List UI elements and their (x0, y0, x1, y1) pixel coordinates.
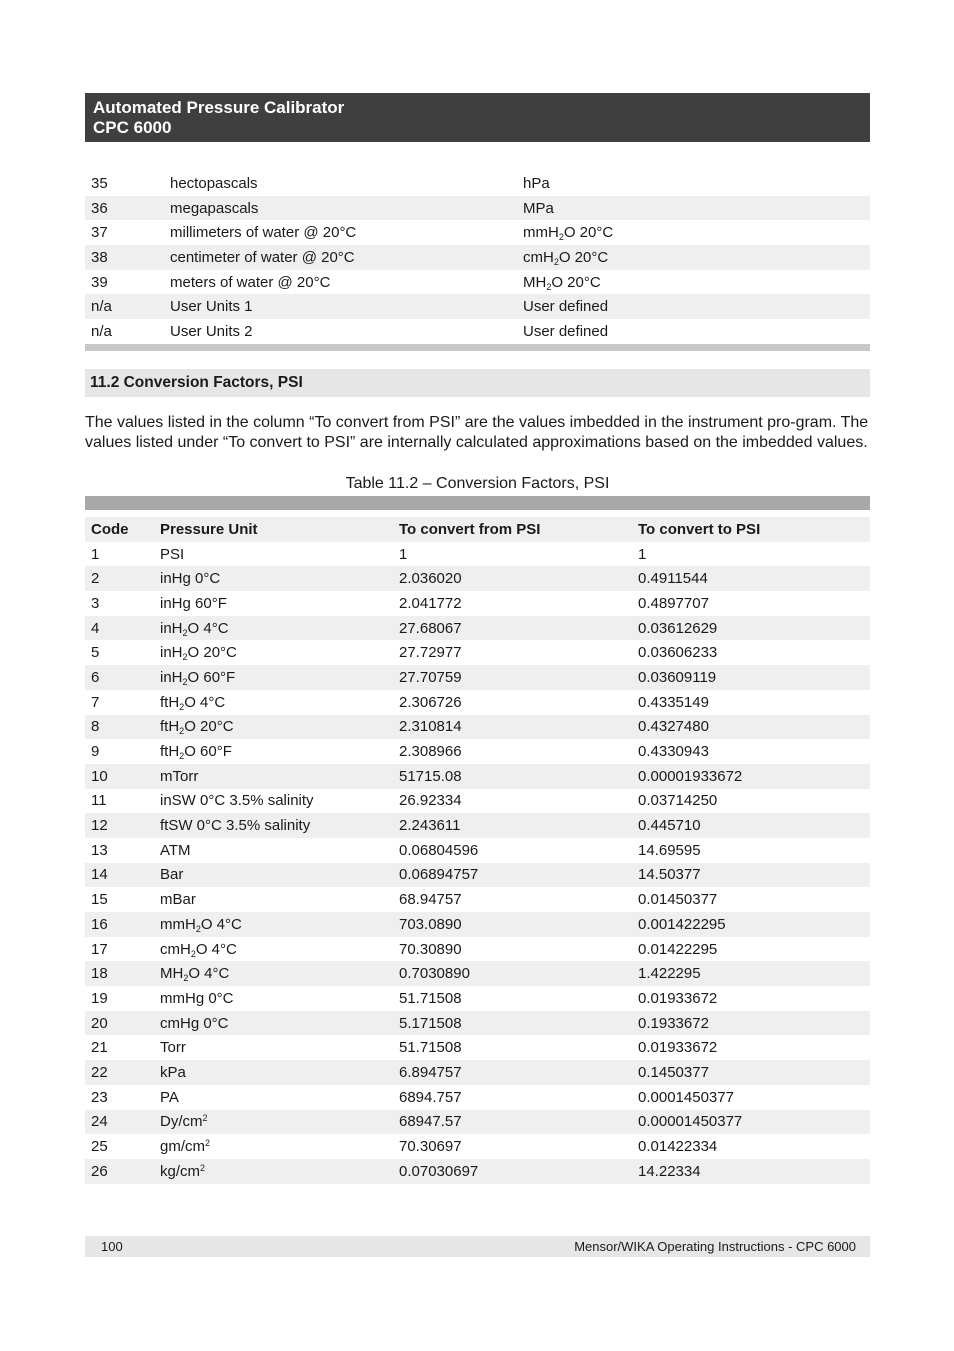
code-cell: 6 (85, 665, 154, 690)
to-psi-cell: 0.4335149 (638, 693, 709, 711)
table-row (85, 1134, 870, 1159)
code-cell: 15 (91, 891, 108, 909)
unit-name: meters of water @ 20°C (170, 273, 331, 291)
units-table-row (85, 196, 870, 221)
unit-code: 37 (91, 224, 108, 242)
from-psi-cell: 2.310814 (393, 715, 632, 740)
table-header-row (85, 517, 870, 542)
pressure-unit-cell: ATM (160, 841, 191, 859)
to-psi-cell: 0.1450377 (632, 1060, 870, 1085)
pressure-unit-cell: ftH$_2$O 60°F (160, 743, 232, 762)
code-cell: 22 (85, 1060, 154, 1085)
pressure-unit-cell: PSI (160, 545, 185, 563)
table-row (85, 1110, 870, 1135)
to-psi-cell: 0.01422334 (638, 1138, 718, 1156)
from-psi-cell: 70.30697 (399, 1138, 462, 1156)
header-to-psi: To convert to PSI (632, 517, 870, 542)
pressure-unit-cell: mmH$_2$O 4°C (154, 912, 393, 937)
pressure-unit-cell: inHg 0°C (154, 566, 393, 591)
pressure-unit-cell: inSW 0°C 3.5% salinity (160, 792, 314, 810)
table-row (85, 616, 870, 641)
unit-name: User Units 1 (164, 294, 517, 319)
code-cell: 23 (91, 1088, 108, 1106)
to-psi-cell: 0.01933672 (638, 1039, 718, 1057)
unit-code: n/a (85, 294, 164, 319)
code-cell: 9 (91, 743, 100, 761)
code-cell: 2 (85, 566, 154, 591)
to-psi-cell: 0.4897707 (638, 594, 709, 612)
code-cell: 20 (85, 1011, 154, 1036)
unit-name: hectopascals (170, 174, 258, 192)
pressure-unit-cell: cmH$_2$O 4°C (160, 940, 237, 959)
table-row (85, 690, 870, 715)
unit-name: megapascals (164, 196, 517, 221)
table-caption: Table 11.2 – Conversion Factors, PSI (345, 475, 610, 492)
unit-abbreviation: hPa (523, 174, 550, 192)
units-table (85, 171, 870, 344)
pressure-unit-cell: cmHg 0°C (154, 1011, 393, 1036)
to-psi-cell: 0.001422295 (632, 912, 870, 937)
to-psi-cell: 0.4911544 (632, 566, 870, 591)
to-psi-cell: 0.03609119 (632, 665, 870, 690)
unit-abbreviation: User defined (517, 294, 870, 319)
code-cell: 4 (85, 616, 154, 641)
table-row (85, 986, 870, 1011)
from-psi-cell: 703.0890 (393, 912, 632, 937)
pressure-unit-cell: inHg 60°F (160, 594, 227, 612)
units-table-row (85, 270, 870, 295)
pressure-unit-cell: inH$_2$O 20°C (160, 644, 237, 663)
from-psi-cell: 27.70759 (393, 665, 632, 690)
page-footer (85, 1236, 870, 1257)
code-cell: 10 (85, 764, 154, 789)
from-psi-cell: 51.71508 (399, 989, 462, 1007)
code-cell: 3 (91, 594, 100, 612)
to-psi-cell: 1.422295 (632, 961, 870, 986)
code-cell: 14 (85, 863, 154, 888)
code-cell: 12 (85, 813, 154, 838)
pressure-unit-cell: $gm/cm^2$ (160, 1138, 211, 1156)
code-cell: 21 (91, 1039, 108, 1057)
unit-name: millimeters of water @ 20°C (170, 224, 357, 242)
table-row (85, 566, 870, 591)
to-psi-cell: 0.03606233 (638, 644, 718, 662)
from-psi-cell: 26.92334 (399, 792, 462, 810)
code-cell: 19 (91, 989, 108, 1007)
unit-code: 38 (85, 245, 164, 270)
table-row (85, 863, 870, 888)
pressure-unit-cell: ftH$_2$O 20°C (154, 715, 393, 740)
header-code: Code (85, 517, 154, 542)
table-row (85, 1011, 870, 1036)
from-psi-cell: 2.041772 (399, 594, 462, 612)
from-psi-cell: 68947.57 (393, 1110, 632, 1135)
code-cell: 26 (85, 1159, 154, 1184)
units-table-row (85, 245, 870, 270)
pressure-unit-cell: $MH_2O$ 4°C (154, 961, 393, 986)
from-psi-cell: 27.72977 (399, 644, 462, 662)
from-psi-cell: 0.06894757 (393, 863, 632, 888)
pressure-unit-cell: kPa (154, 1060, 393, 1085)
unit-code: 36 (85, 196, 164, 221)
code-cell: 7 (91, 693, 100, 711)
code-cell: 13 (91, 841, 108, 859)
table-row (85, 961, 870, 986)
intro-paragraph: The values listed in the column “To convert from PSI” are the values imbedded in the instrument pro-gram. The values listed under “To convert to PSI” are internally calculated approximations based on the imbedded values. (85, 414, 869, 451)
code-cell: 8 (85, 715, 154, 740)
table-row (85, 591, 870, 616)
units-table-row (85, 220, 870, 245)
from-psi-cell: 6894.757 (399, 1088, 462, 1106)
table-row (85, 912, 870, 937)
from-psi-cell: 68.94757 (399, 891, 462, 909)
to-psi-cell: 0.01933672 (638, 989, 718, 1007)
to-psi-cell: 0.03612629 (632, 616, 870, 641)
units-table-row (85, 171, 870, 196)
unit-abbreviation: $MH_2O$ 20°C (523, 273, 601, 292)
to-psi-cell: 1 (638, 545, 647, 563)
footer-doc-title: Mensor/WIKA Operating Instructions - CPC 6000 (574, 1239, 856, 1254)
to-psi-cell: 14.69595 (638, 841, 701, 859)
table-row (85, 715, 870, 740)
unit-abbreviation: mmH$_2$O 20°C (523, 224, 614, 243)
unit-code: n/a (91, 322, 112, 340)
document-header (85, 93, 870, 142)
unit-abbreviation: MPa (517, 196, 870, 221)
unit-abbreviation: User defined (523, 322, 609, 340)
to-psi-cell: 0.01450377 (638, 891, 718, 909)
pressure-unit-cell: inH$_2$O 60°F (154, 665, 393, 690)
code-cell: 5 (91, 644, 100, 662)
unit-name: centimeter of water @ 20°C (164, 245, 517, 270)
pressure-unit-cell: mTorr (154, 764, 393, 789)
table-row (85, 813, 870, 838)
table-row (85, 640, 870, 665)
from-psi-cell: 51.71508 (399, 1039, 462, 1057)
from-psi-cell: 6.894757 (393, 1060, 632, 1085)
table-row (85, 838, 870, 863)
to-psi-cell: 0.00001933672 (632, 764, 870, 789)
page-number: 100 (101, 1239, 123, 1254)
to-psi-cell: 0.445710 (632, 813, 870, 838)
from-psi-cell: 0.7030890 (393, 961, 632, 986)
table-row (85, 1035, 870, 1060)
pressure-unit-cell: ftH$_2$O 4°C (160, 693, 226, 712)
table-row (85, 764, 870, 789)
unit-code: 35 (91, 174, 108, 192)
code-cell: 16 (85, 912, 154, 937)
unit-code: 39 (91, 273, 108, 291)
to-psi-cell: 0.03714250 (638, 792, 718, 810)
from-psi-cell: 2.036020 (393, 566, 632, 591)
from-psi-cell: 5.171508 (393, 1011, 632, 1036)
from-psi-cell: 51715.08 (393, 764, 632, 789)
table-row (85, 1085, 870, 1110)
pressure-unit-cell: ftSW 0°C 3.5% salinity (154, 813, 393, 838)
from-psi-cell: 27.68067 (393, 616, 632, 641)
units-table-row (85, 319, 870, 344)
from-psi-cell: 2.306726 (399, 693, 462, 711)
from-psi-cell: 1 (399, 545, 408, 563)
from-psi-cell: 2.243611 (393, 813, 632, 838)
pressure-unit-cell: $Dy/cm^2$ (154, 1110, 393, 1135)
to-psi-cell: 0.4327480 (632, 715, 870, 740)
table-row (85, 1060, 870, 1085)
code-cell: 1 (91, 545, 100, 563)
unit-name: User Units 2 (170, 322, 253, 340)
pressure-unit-cell: Bar (154, 863, 393, 888)
pressure-unit-cell: mBar (160, 891, 196, 909)
conversion-table (85, 517, 870, 1184)
code-cell: 25 (91, 1138, 108, 1156)
to-psi-cell: 0.1933672 (632, 1011, 870, 1036)
to-psi-cell: 0.0001450377 (638, 1088, 734, 1106)
pressure-unit-cell: Torr (160, 1039, 186, 1057)
from-psi-cell: 0.07030697 (393, 1159, 632, 1184)
pressure-unit-cell: mmHg 0°C (160, 989, 234, 1007)
psi-table-top-rule (85, 496, 870, 510)
table-row (85, 1159, 870, 1184)
code-cell: 18 (85, 961, 154, 986)
header-pressure-unit: Pressure Unit (154, 517, 393, 542)
code-cell: 11 (91, 792, 107, 810)
to-psi-cell: 0.4330943 (638, 743, 709, 761)
header-title: Automated Pressure Calibrator (93, 98, 345, 117)
pressure-unit-cell: PA (160, 1088, 179, 1106)
pressure-unit-cell: inH$_2$O 4°C (154, 616, 393, 641)
from-psi-cell: 70.30890 (399, 940, 462, 958)
unit-abbreviation: cmH$_2$O 20°C (517, 245, 870, 270)
units-table-bottom-rule (85, 344, 870, 351)
to-psi-cell: 14.50377 (632, 863, 870, 888)
table-row (85, 789, 870, 814)
header-from-psi: To convert from PSI (393, 517, 632, 542)
to-psi-cell: 0.01422295 (638, 940, 718, 958)
code-cell: 24 (85, 1110, 154, 1135)
section-heading: 11.2 Conversion Factors, PSI (85, 369, 870, 397)
pressure-unit-cell: $kg/cm^2$ (154, 1159, 393, 1184)
units-table-row (85, 294, 870, 319)
table-row (85, 542, 870, 567)
table-row (85, 887, 870, 912)
header-model: CPC 6000 (93, 118, 172, 137)
from-psi-cell: 0.06804596 (399, 841, 479, 859)
code-cell: 17 (91, 940, 108, 958)
table-row (85, 739, 870, 764)
to-psi-cell: 0.00001450377 (632, 1110, 870, 1135)
from-psi-cell: 2.308966 (399, 743, 462, 761)
table-row (85, 937, 870, 962)
to-psi-cell: 14.22334 (632, 1159, 870, 1184)
table-row (85, 665, 870, 690)
